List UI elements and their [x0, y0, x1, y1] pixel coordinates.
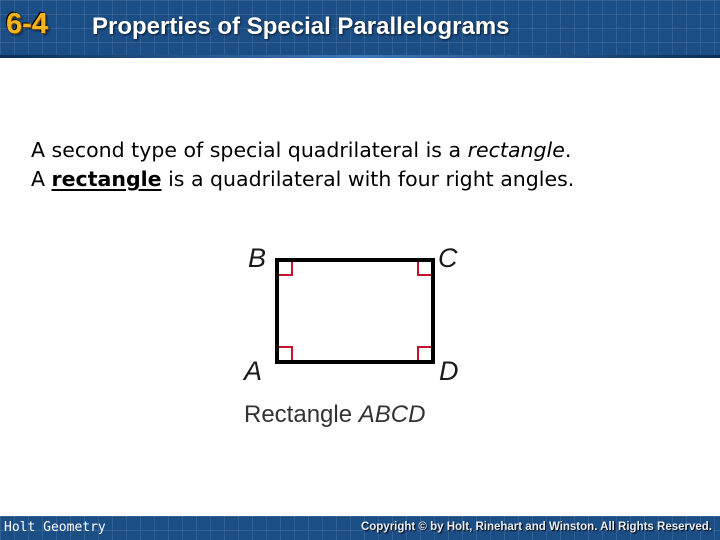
right-angle-mark-b — [277, 260, 292, 275]
vertex-label-d: D — [439, 356, 459, 386]
rectangle-abcd — [277, 260, 433, 362]
lesson-title: Properties of Special Parallelograms — [92, 13, 510, 40]
figure-caption — [244, 401, 425, 428]
vertex-label-b: B — [248, 243, 267, 273]
right-angle-marks — [277, 260, 433, 362]
vocabulary-term: rectangle — [51, 167, 162, 191]
copyright-notice: Copyright © by Holt, Rinehart and Winston. All Rights Reserved. — [360, 521, 712, 533]
line2-text: is a quadrilateral with four right angles. — [161, 167, 575, 191]
lesson-number: 6-4 — [6, 8, 48, 40]
text-line-2 — [31, 165, 701, 194]
definition-text — [31, 136, 701, 194]
vertex-label-c: C — [438, 243, 458, 273]
course-name: Holt Geometry — [4, 520, 106, 535]
line1-end: . — [564, 138, 572, 162]
right-angle-mark-c — [418, 260, 433, 275]
right-angle-mark-a — [277, 347, 292, 362]
vertex-label-a: A — [244, 356, 263, 386]
text-line-1 — [31, 136, 701, 165]
footer-bar — [0, 516, 720, 540]
caption-name: ABCD — [358, 401, 426, 428]
right-angle-mark-d — [418, 347, 433, 362]
line2-start: A — [31, 167, 52, 191]
rectangle-italic: rectangle — [467, 138, 565, 162]
line1-text: A second type of special quadrilateral is a — [31, 138, 468, 162]
rectangle-figure — [236, 232, 486, 442]
caption-prefix: Rectangle — [244, 401, 359, 428]
title-banner — [0, 0, 720, 58]
